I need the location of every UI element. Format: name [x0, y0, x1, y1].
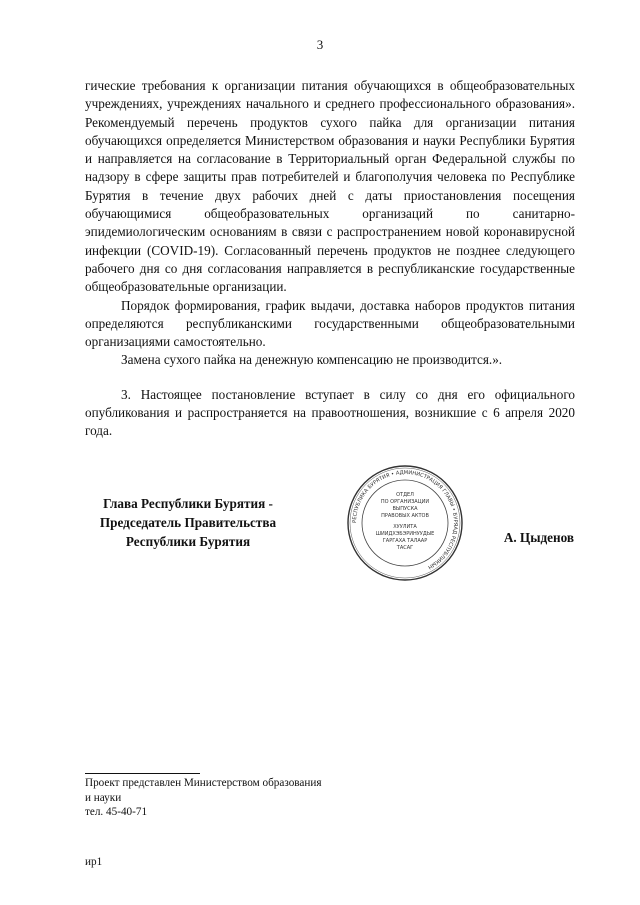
- seal-text-line: ПО ОРГАНИЗАЦИИ: [380, 499, 430, 505]
- signatory-title-line: Глава Республики Бурятия -: [103, 496, 273, 511]
- signatory-title-line: Республики Бурятия: [125, 534, 251, 549]
- footnote-divider: [85, 773, 200, 774]
- seal-text-line: ПРАВОВЫХ АКТОВ: [381, 513, 429, 519]
- seal-text-line: ГАРГАХА ТАЛААР: [382, 538, 428, 544]
- document-body: [85, 77, 575, 441]
- paragraph-continuation: гические требования к организации питания обучающихся в общеобразовательных учреждениях, учреждениях начального и среднего профессионального образования». Рекомендуемый перечень продуктов сухого пайка для организации питания обучающихся определяется Министерством образования и науки Республики Бурятия и направляется на согласование в Территориальный орган Федеральной службы по надзору в сфере защиты прав потребителей и благополучия человека по Республике Бурятия в течение двух рабочих дней с даты приостановления посещения обучающимися общеобразовательных организаций по санитарно-эпидемиологическим основаниям в связи с распространением новой коронавирусной инфекции (COVID-19). Согласованный перечень продуктов не позднее следующего рабочего дня со дня согласования направляется в республиканские государственные общеобразовательные организации.: [85, 78, 575, 295]
- official-seal: [345, 463, 465, 583]
- signatory-title-line: Председатель Правительства: [99, 515, 277, 530]
- paragraph-no-compensation: Замена сухого пайка на денежную компенсацию не производится.».: [121, 352, 503, 368]
- footnote-line: и науки: [85, 791, 122, 804]
- seal-text-line: ТАСАГ: [396, 545, 414, 551]
- seal-text-line: ХУУЛИТА: [393, 524, 417, 530]
- seal-outer-text: РЕСПУБЛИКА БУРЯТИЯ • АДМИНИСТРАЦИЯ ГЛАВЫ • БУРЯАД РЕСПУБЛИКЫН: [351, 469, 459, 570]
- signatory-name: А. Цыденов: [503, 530, 574, 545]
- seal-text-line: ВЫПУСКА: [392, 506, 418, 512]
- document-code: ир1: [85, 856, 103, 868]
- seal-text-line: ШИИДХЭБЭРИНУУДЫЕ: [375, 531, 435, 537]
- paragraph-effective-date: 3. Настоящее постановление вступает в силу со дня его официального опубликования и распространяется на правоотношения, возникшие с 6 апреля 2020 года.: [85, 386, 575, 439]
- paragraph-procedure: Порядок формирования, график выдачи, доставка наборов продуктов питания определяются республиканскими государственными общеобразовательными организациями самостоятельно.: [85, 297, 575, 350]
- footnote: [85, 776, 322, 820]
- page-number: 3: [316, 37, 324, 52]
- signatory-title: [78, 494, 298, 551]
- footnote-line: Проект представлен Министерством образования: [85, 777, 322, 789]
- seal-text-line: ОТДЕЛ: [396, 492, 414, 498]
- footnote-phone: тел. 45-40-71: [85, 806, 148, 819]
